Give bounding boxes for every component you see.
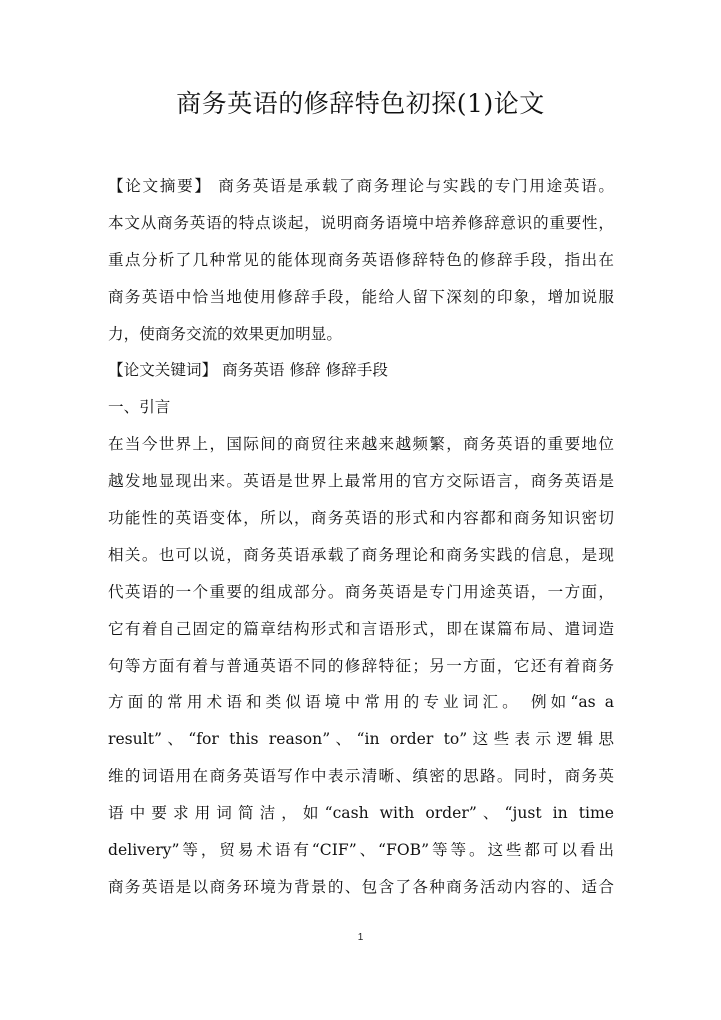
document-title: 商务英语的修辞特色初探(1)论文 bbox=[176, 89, 545, 118]
paragraph-line: 相关。也可以说，商务英语承载了商务理论和商务实践的信息，是现 bbox=[108, 545, 614, 564]
paragraph-line: 代英语的一个重要的组成部分。商务英语是专门用途英语，一方面， bbox=[108, 582, 614, 601]
abstract-line-1: 【论文摘要】 商务英语是承载了商务理论与实践的专门用途英语。 bbox=[108, 177, 614, 195]
paragraph-line: 功能性的英语变体，所以，商务英语的形式和内容都和商务知识密切 bbox=[108, 509, 614, 528]
paragraph-line: result”、“for this reason”、“in order to”这些表示逻辑思 bbox=[108, 730, 614, 749]
paragraph-line: 在当今世界上，国际间的商贸往来越来越频繁，商务英语的重要地位 bbox=[108, 435, 614, 454]
paragraph-line: 句等方面有着与普通英语不同的修辞特征；另一方面，它还有着商务 bbox=[108, 656, 614, 675]
abstract-line-4: 商务英语中恰当地使用修辞手段，能给人留下深刻的印象，增加说服 bbox=[108, 287, 614, 306]
keywords-line: 【论文关键词】 商务英语 修辞 修辞手段 bbox=[108, 361, 388, 380]
document-body bbox=[108, 168, 614, 906]
paragraph-line: 越发地显现出来。英语是世界上最常用的官方交际语言，商务英语是 bbox=[108, 472, 614, 491]
paragraph-line: delivery”等，贸易术语有“CIF”、“FOB”等等。这些都可以看出 bbox=[108, 841, 614, 860]
paragraph-line: 它有着自己固定的篇章结构形式和言语形式，即在谋篇布局、遣词造 bbox=[108, 619, 614, 638]
abstract-line-3: 重点分析了几种常见的能体现商务英语修辞特色的修辞手段，指出在 bbox=[108, 250, 614, 269]
page-number: 1 bbox=[357, 932, 364, 943]
paragraph-line: 语中要求用词简洁，如“cash with order”、“just in time bbox=[108, 804, 614, 823]
paragraph-line: 商务英语是以商务环境为背景的、包含了各种商务活动内容的、适合 bbox=[108, 877, 614, 896]
abstract-line-5: 力，使商务交流的效果更加明显。 bbox=[108, 324, 342, 343]
paragraph-line: 维的词语用在商务英语写作中表示清晰、缜密的思路。同时，商务英 bbox=[108, 767, 614, 786]
section-heading-introduction: 一、引言 bbox=[108, 398, 171, 417]
abstract-line-2: 本文从商务英语的特点谈起，说明商务语境中培养修辞意识的重要性， bbox=[108, 213, 614, 232]
paragraph-line: 方面的常用术语和类似语境中常用的专业词汇。 例如“as a bbox=[108, 693, 614, 712]
